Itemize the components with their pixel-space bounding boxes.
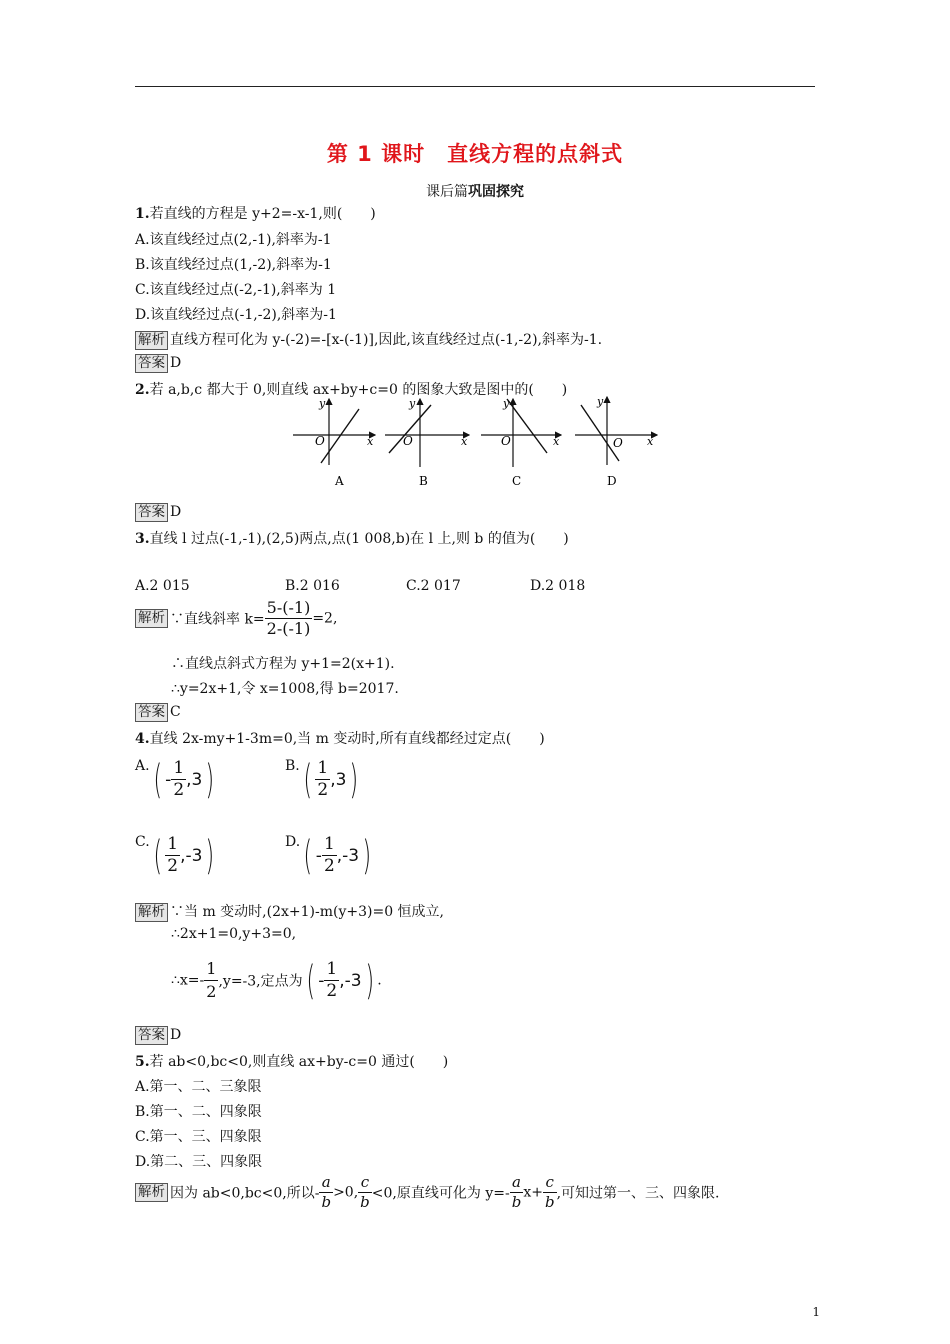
right-paren: )	[205, 756, 215, 803]
q5-f2-num: c	[358, 1173, 372, 1193]
graph-b-origin: O	[403, 434, 413, 448]
q4-c-post: ,-3	[180, 845, 203, 866]
q4-a-sign: -	[165, 769, 172, 790]
q4-analysis-line1: ∵当 m 变动时,(2x+1)-m(y+3)=0 恒成立,	[170, 904, 445, 920]
q1-number: 1.	[135, 206, 150, 222]
q5-fraction-3	[510, 1173, 524, 1212]
q4-a3-pt-num: 1	[326, 959, 338, 979]
q4-a3-pt-fraction	[324, 959, 339, 1002]
graph-b-y-label: y	[409, 397, 416, 410]
q4-answer-value: D	[170, 1027, 182, 1043]
q5-option-b: B.第一、二、四象限	[135, 1104, 262, 1120]
q1-stem	[135, 203, 376, 223]
page-title: 第 1 课时 直线方程的点斜式	[326, 142, 624, 166]
q1-answer-value: D	[170, 355, 182, 371]
analysis-tag: 解析	[135, 903, 168, 922]
left-paren: (	[306, 957, 315, 1004]
q3-slope-fraction	[265, 598, 313, 639]
left-paren: (	[303, 756, 312, 803]
header-rule	[135, 86, 815, 87]
q4-a3-pre: ∴x=-	[171, 972, 205, 989]
q3-option-a: A.2 015	[135, 578, 190, 594]
right-paren: )	[365, 957, 374, 1004]
q5-a-mid2: <0,原直线可化为 y=-	[371, 1185, 510, 1202]
q5-fraction-1	[319, 1173, 333, 1212]
q4-option-d	[285, 834, 375, 877]
q3-slope-num: 5-(-1)	[266, 598, 311, 617]
q4-d-sign: -	[315, 845, 322, 866]
q3-analysis-pre: ∵直线斜率 k=	[170, 611, 265, 628]
graph-c-origin: O	[501, 434, 511, 448]
q5-stem	[135, 1051, 448, 1071]
q4-c-fraction	[165, 834, 180, 877]
q4-analysis-line2: ∴2x+1=0,y+3=0,	[171, 926, 297, 942]
right-paren: )	[205, 832, 215, 879]
q1-option-b: B.该直线经过点(1,-2),斜率为-1	[135, 257, 332, 273]
q3-slope-den: 2-(-1)	[266, 619, 311, 638]
answer-tag: 答案	[135, 354, 168, 373]
q3-answer	[135, 703, 181, 722]
q1-option-d: D.该直线经过点(-1,-2),斜率为-1	[135, 307, 337, 323]
q5-f1-den: b	[321, 1193, 332, 1211]
q5-f2-den: b	[360, 1193, 370, 1211]
left-paren: (	[153, 756, 162, 803]
q4-a3-pt-post: ,-3	[339, 970, 362, 991]
q5-option-c: C.第一、三、四象限	[135, 1129, 262, 1145]
answer-tag: 答案	[135, 503, 168, 522]
graph-b-label: B	[419, 474, 428, 488]
graph-a-label: A	[335, 474, 344, 488]
q5-stem-text: 若 ab<0,bc<0,则直线 ax+by-c=0 通过( )	[149, 1054, 449, 1070]
graph-a-y-label: y	[319, 397, 326, 410]
q4-answer	[135, 1026, 181, 1045]
q4-b-label: B.	[285, 758, 300, 774]
q4-analysis	[135, 901, 444, 922]
analysis-tag: 解析	[135, 609, 168, 628]
q3-stem-text: 直线 l 过点(-1,-1),(2,5)两点,点(1 008,b)在 l 上,则 b 的值为( )	[149, 531, 569, 547]
q5-f3-num: a	[510, 1173, 524, 1193]
q4-c-num: 1	[167, 834, 179, 854]
q5-f1-num: a	[319, 1173, 333, 1193]
q4-c-label: C.	[135, 834, 150, 850]
q5-option-d: D.第二、三、四象限	[135, 1154, 263, 1170]
graph-b-x-label: x	[461, 435, 468, 448]
left-paren: (	[303, 832, 313, 879]
q4-d-num: 1	[323, 834, 335, 854]
answer-tag: 答案	[135, 703, 168, 722]
page-number: 1	[812, 1305, 820, 1319]
q4-a-post: ,3	[186, 769, 203, 790]
q5-a-end: ,可知过第一、三、四象限.	[556, 1185, 720, 1202]
graph-c-x-label: x	[553, 435, 560, 448]
q3-option-c: C.2 017	[406, 578, 461, 594]
q4-a-num: 1	[173, 758, 185, 778]
graph-d-y-label: y	[597, 395, 604, 408]
q3-analysis-post: =2,	[312, 610, 338, 627]
q3-analysis	[135, 598, 337, 639]
left-paren: (	[153, 832, 162, 879]
q2-graphs	[285, 393, 665, 491]
q3-option-b: B.2 016	[285, 578, 340, 594]
graph-d-x-label: x	[647, 435, 654, 448]
subtitle-part-b: 巩固探究	[468, 184, 524, 200]
q1-analysis-text: 直线方程可化为 y-(-2)=-[x-(-1)],因此,该直线经过点(-1,-2),斜率为-1.	[170, 332, 603, 348]
right-paren: )	[362, 832, 372, 879]
q1-analysis	[135, 329, 602, 350]
q4-b-den: 2	[317, 780, 329, 800]
q4-analysis-line3	[171, 958, 382, 1003]
q3-analysis-line2: ∴直线点斜式方程为 y+1=2(x+1).	[171, 656, 395, 672]
q4-a3-mid: ,y=-3,定点为	[218, 973, 303, 990]
graph-c-y-label: y	[503, 397, 510, 410]
graph-d-origin: O	[613, 436, 623, 450]
q4-a-label: A.	[135, 758, 150, 774]
q3-option-d: D.2 018	[530, 578, 586, 594]
q2-number: 2.	[135, 382, 150, 398]
q5-f4-den: b	[544, 1193, 555, 1211]
q4-a3-end: .	[377, 972, 382, 989]
q1-option-c: C.该直线经过点(-2,-1),斜率为 1	[135, 282, 337, 298]
q1-option-a: A.该直线经过点(2,-1),斜率为-1	[135, 232, 332, 248]
q5-a-pre: 因为 ab<0,bc<0,所以-	[170, 1185, 320, 1202]
q4-d-label: D.	[285, 834, 301, 850]
q5-number: 5.	[135, 1054, 150, 1070]
q5-a-mid3: x+	[523, 1184, 543, 1201]
q4-stem	[135, 728, 545, 748]
q3-analysis-line3: ∴y=2x+1,令 x=1008,得 b=2017.	[171, 681, 399, 697]
q4-stem-text: 直线 2x-my+1-3m=0,当 m 变动时,所有直线都经过定点( )	[149, 731, 545, 747]
right-paren: )	[349, 756, 359, 803]
q4-d-post: ,-3	[336, 845, 360, 866]
q4-number: 4.	[135, 731, 150, 747]
q4-option-b	[285, 758, 362, 801]
q5-f4-num: c	[543, 1173, 557, 1193]
q3-number: 3.	[135, 531, 150, 547]
q4-d-fraction	[322, 834, 337, 877]
q4-a3-pt-den: 2	[326, 981, 338, 1001]
section-subtitle	[0, 181, 950, 201]
q2-answer	[135, 503, 181, 522]
analysis-tag: 解析	[135, 1183, 168, 1202]
q4-a-den: 2	[173, 780, 185, 800]
q1-answer	[135, 354, 181, 373]
q4-a-fraction	[171, 758, 186, 801]
q4-b-num: 1	[317, 758, 329, 778]
q4-a3-pt-sign: -	[318, 970, 325, 991]
subtitle-part-a: 课后篇	[426, 184, 468, 200]
q4-c-den: 2	[167, 856, 179, 876]
graph-d-label: D	[607, 474, 617, 488]
q4-option-c	[135, 834, 218, 877]
q4-a3-num: 1	[204, 958, 218, 981]
q5-fraction-2	[358, 1173, 372, 1212]
graph-c	[481, 397, 561, 488]
q2-stem-text: 若 a,b,c 都大于 0,则直线 ax+by+c=0 的图象大致是图中的( )	[149, 382, 568, 398]
q4-a3-fraction	[204, 958, 218, 1003]
q4-b-post: ,3	[330, 769, 347, 790]
q3-stem	[135, 528, 569, 548]
graph-a-origin: O	[315, 434, 325, 448]
q4-a3-den: 2	[206, 982, 217, 1001]
q2-answer-value: D	[170, 504, 182, 520]
q5-fraction-4	[543, 1173, 557, 1212]
q4-d-den: 2	[323, 856, 335, 876]
graph-b	[385, 397, 469, 488]
q1-stem-text: 若直线的方程是 y+2=-x-1,则( )	[149, 206, 376, 222]
q5-a-mid1: >0,	[333, 1184, 359, 1201]
q3-answer-value: C	[170, 704, 181, 720]
q4-option-a	[135, 758, 218, 801]
q5-option-a: A.第一、二、三象限	[135, 1079, 262, 1095]
graph-c-label: C	[512, 474, 522, 488]
answer-tag: 答案	[135, 1026, 168, 1045]
q5-analysis	[135, 1173, 719, 1212]
analysis-tag: 解析	[135, 331, 168, 350]
q5-f3-den: b	[511, 1193, 522, 1211]
graph-d	[575, 395, 657, 488]
q4-b-fraction	[315, 758, 330, 801]
graph-a	[293, 397, 375, 488]
graph-a-x-label: x	[367, 435, 374, 448]
